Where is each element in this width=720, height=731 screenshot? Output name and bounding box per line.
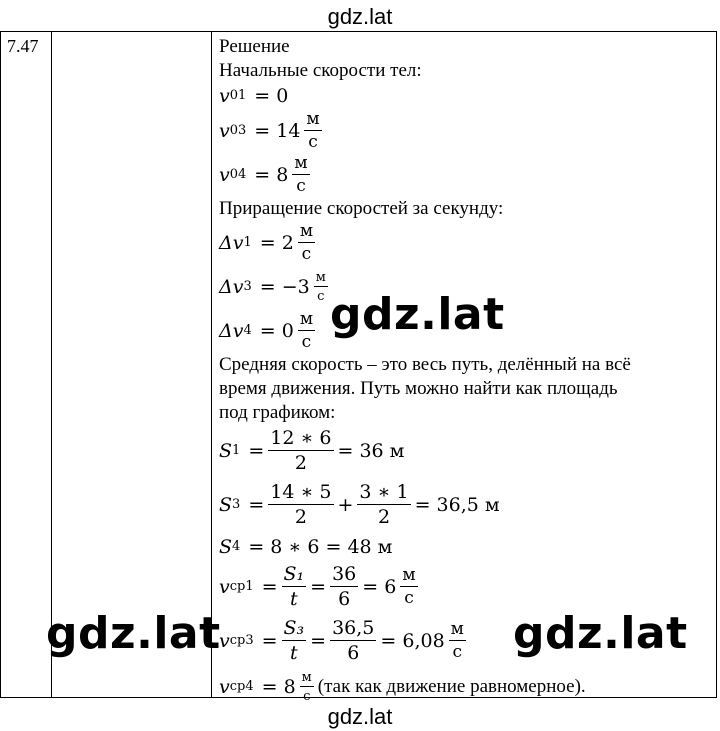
- initial-speeds-title: Начальные скорости тел:: [219, 60, 422, 81]
- eq-vcp4: v ср4 = 8 $\frac{м}{с}$ (так как движение равномерное).: [219, 670, 586, 704]
- watermark-bottom: gdz.lat: [327, 704, 393, 729]
- eq-vcp1: v ср1 = $\frac{\text{S₁}}{t}$ = $\frac{36}{6}$ = 6 $\frac{м}{с}$: [219, 563, 416, 610]
- watermark-left: gdz.lat: [46, 608, 221, 659]
- eq-v01: v 01 = 0: [219, 85, 289, 107]
- eq-dv3: Δv 3 = −3 $\frac{м}{с}$: [219, 270, 326, 304]
- eq-s3: S 3 = $\frac{14 ∗ 5}{2}$ + $\frac{3 ∗ 1}{2}$ = 36,5 м: [219, 481, 500, 528]
- eq-dv4: Δv 4 = 0 $\frac{м}{с}$: [219, 309, 314, 352]
- watermark-center: gdz.lat: [330, 289, 505, 340]
- text-line-2: время движения. Путь можно найти как площадь: [219, 378, 618, 399]
- solution-table: [0, 31, 717, 704]
- column-divider-2: [211, 32, 212, 697]
- eq-v04: v 04 = 8 $\frac{м}{с}$: [219, 153, 308, 196]
- text-line-1: Средняя скорость – это весь путь, делённый на всё: [219, 354, 631, 375]
- eq-s4: S 4 = 8 ∗ 6 = 48 м: [219, 536, 393, 558]
- solution-heading: Решение: [219, 36, 290, 57]
- eq-dv1: Δv 1 = 2 $\frac{м}{с}$: [219, 221, 314, 264]
- watermark-right: gdz.lat: [513, 608, 688, 659]
- watermark-top: gdz.lat: [327, 4, 393, 29]
- problem-number: 7.47: [7, 36, 39, 56]
- eq-s1: S 1 = $\frac{12 ∗ 6}{2}$ = 36 м: [219, 427, 405, 474]
- text-line-3: под графиком:: [219, 402, 336, 423]
- column-divider-1: [51, 32, 52, 697]
- increments-title: Приращение скоростей за секунду:: [219, 198, 504, 219]
- eq-vcp3: v ср3 = $\frac{\text{S₃}}{t}$ = $\frac{36,5}{6}$ = 6,08 $\frac{м}{с}$: [219, 617, 464, 664]
- solution-content: [219, 35, 712, 705]
- eq-v03: v 03 = 14 $\frac{м}{с}$: [219, 109, 320, 152]
